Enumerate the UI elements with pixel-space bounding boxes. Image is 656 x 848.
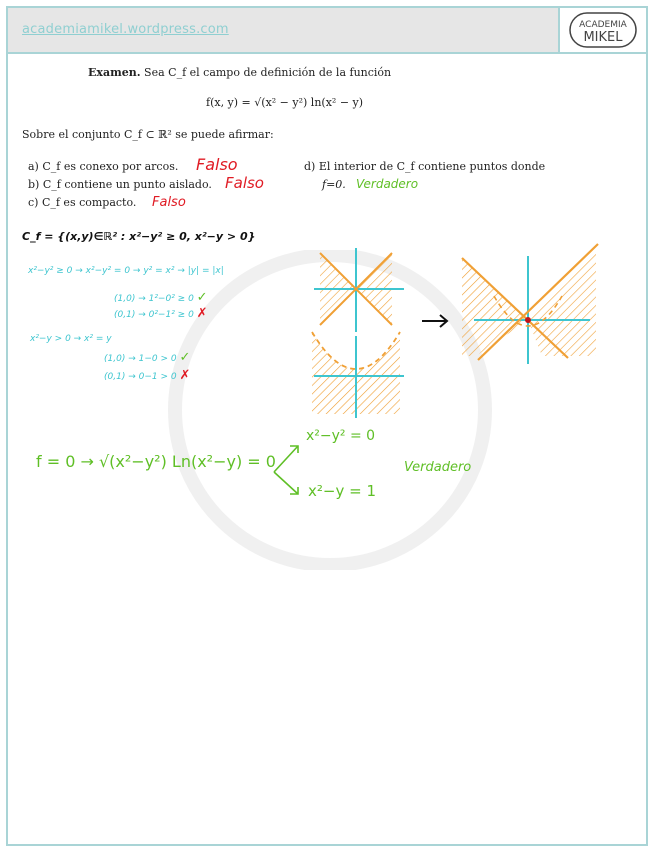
ineq1-check-1: (1,0) → 1²−0² ≥ 0 ✓ — [114, 290, 208, 305]
logo-icon — [568, 11, 638, 49]
domain-definition: C_f = {(x,y)∈ℝ² : x²−y² ≥ 0, x²−y > 0} — [22, 230, 256, 243]
domain-sketches — [300, 236, 630, 426]
set-statement: Sobre el conjunto C_f ⊂ ℝ² se puede afirmar: — [22, 128, 274, 141]
option-d-line1: d) El interior de C_f contiene puntos donde — [304, 160, 546, 173]
inequality-2: x²−y > 0 → x² = y — [30, 334, 112, 344]
cross-icon: ✗ — [196, 306, 208, 321]
branch-2: x²−y = 1 — [308, 482, 376, 500]
option-c-text: c) C_f es compacto. — [28, 196, 137, 209]
check-icon: ✓ — [179, 350, 191, 365]
origin-point — [525, 317, 531, 323]
option-b-text: b) C_f contiene un punto aislado. — [28, 178, 212, 191]
conclusion: Verdadero — [404, 460, 472, 475]
option-a-answer: Falso — [196, 155, 238, 174]
ineq2-check-1: (1,0) → 1−0 > 0 ✓ — [104, 350, 191, 365]
sketch-intersection-region — [462, 244, 598, 364]
problem-intro — [88, 66, 391, 79]
sketch-abs-region — [314, 248, 404, 332]
branch-bracket-icon — [268, 440, 308, 500]
page-header — [6, 6, 648, 54]
svg-text:ACADEMIA: ACADEMIA — [579, 20, 627, 30]
arrow-icon — [422, 315, 447, 327]
ineq1-check-2: (0,1) → 0²−1² ≥ 0 ✗ — [114, 306, 208, 321]
option-b — [28, 178, 212, 191]
exam-label: Examen. — [88, 66, 141, 79]
option-c — [28, 196, 136, 209]
cross-icon: ✗ — [179, 368, 191, 383]
function-formula: f(x, y) = √(x² − y²) ln(x² − y) — [206, 96, 364, 109]
intro-text: Sea C_f el campo de definición de la función — [144, 66, 392, 79]
f-zero-equation: f = 0 → √(x²−y²) Ln(x²−y) = 0 — [36, 452, 276, 471]
logo — [558, 8, 646, 52]
ineq2-check-2: (0,1) → 0−1 > 0 ✗ — [104, 368, 191, 383]
option-d-line2: f=0. — [322, 178, 346, 191]
site-link[interactable]: academiamikel.wordpress.com — [22, 22, 229, 37]
check-icon: ✓ — [196, 290, 208, 305]
inequality-1: x²−y² ≥ 0 → x²−y² = 0 → y² = x² → |y| = |x| — [28, 266, 224, 276]
sketch-parabola-region — [312, 332, 404, 418]
option-c-answer: Falso — [152, 195, 186, 210]
option-a — [28, 160, 178, 173]
option-b-answer: Falso — [225, 174, 264, 192]
option-a-text: a) C_f es conexo por arcos. — [28, 160, 179, 173]
branch-1: x²−y² = 0 — [306, 428, 376, 444]
svg-text:MIKEL: MIKEL — [583, 30, 623, 45]
option-d-answer: Verdadero — [356, 177, 419, 191]
